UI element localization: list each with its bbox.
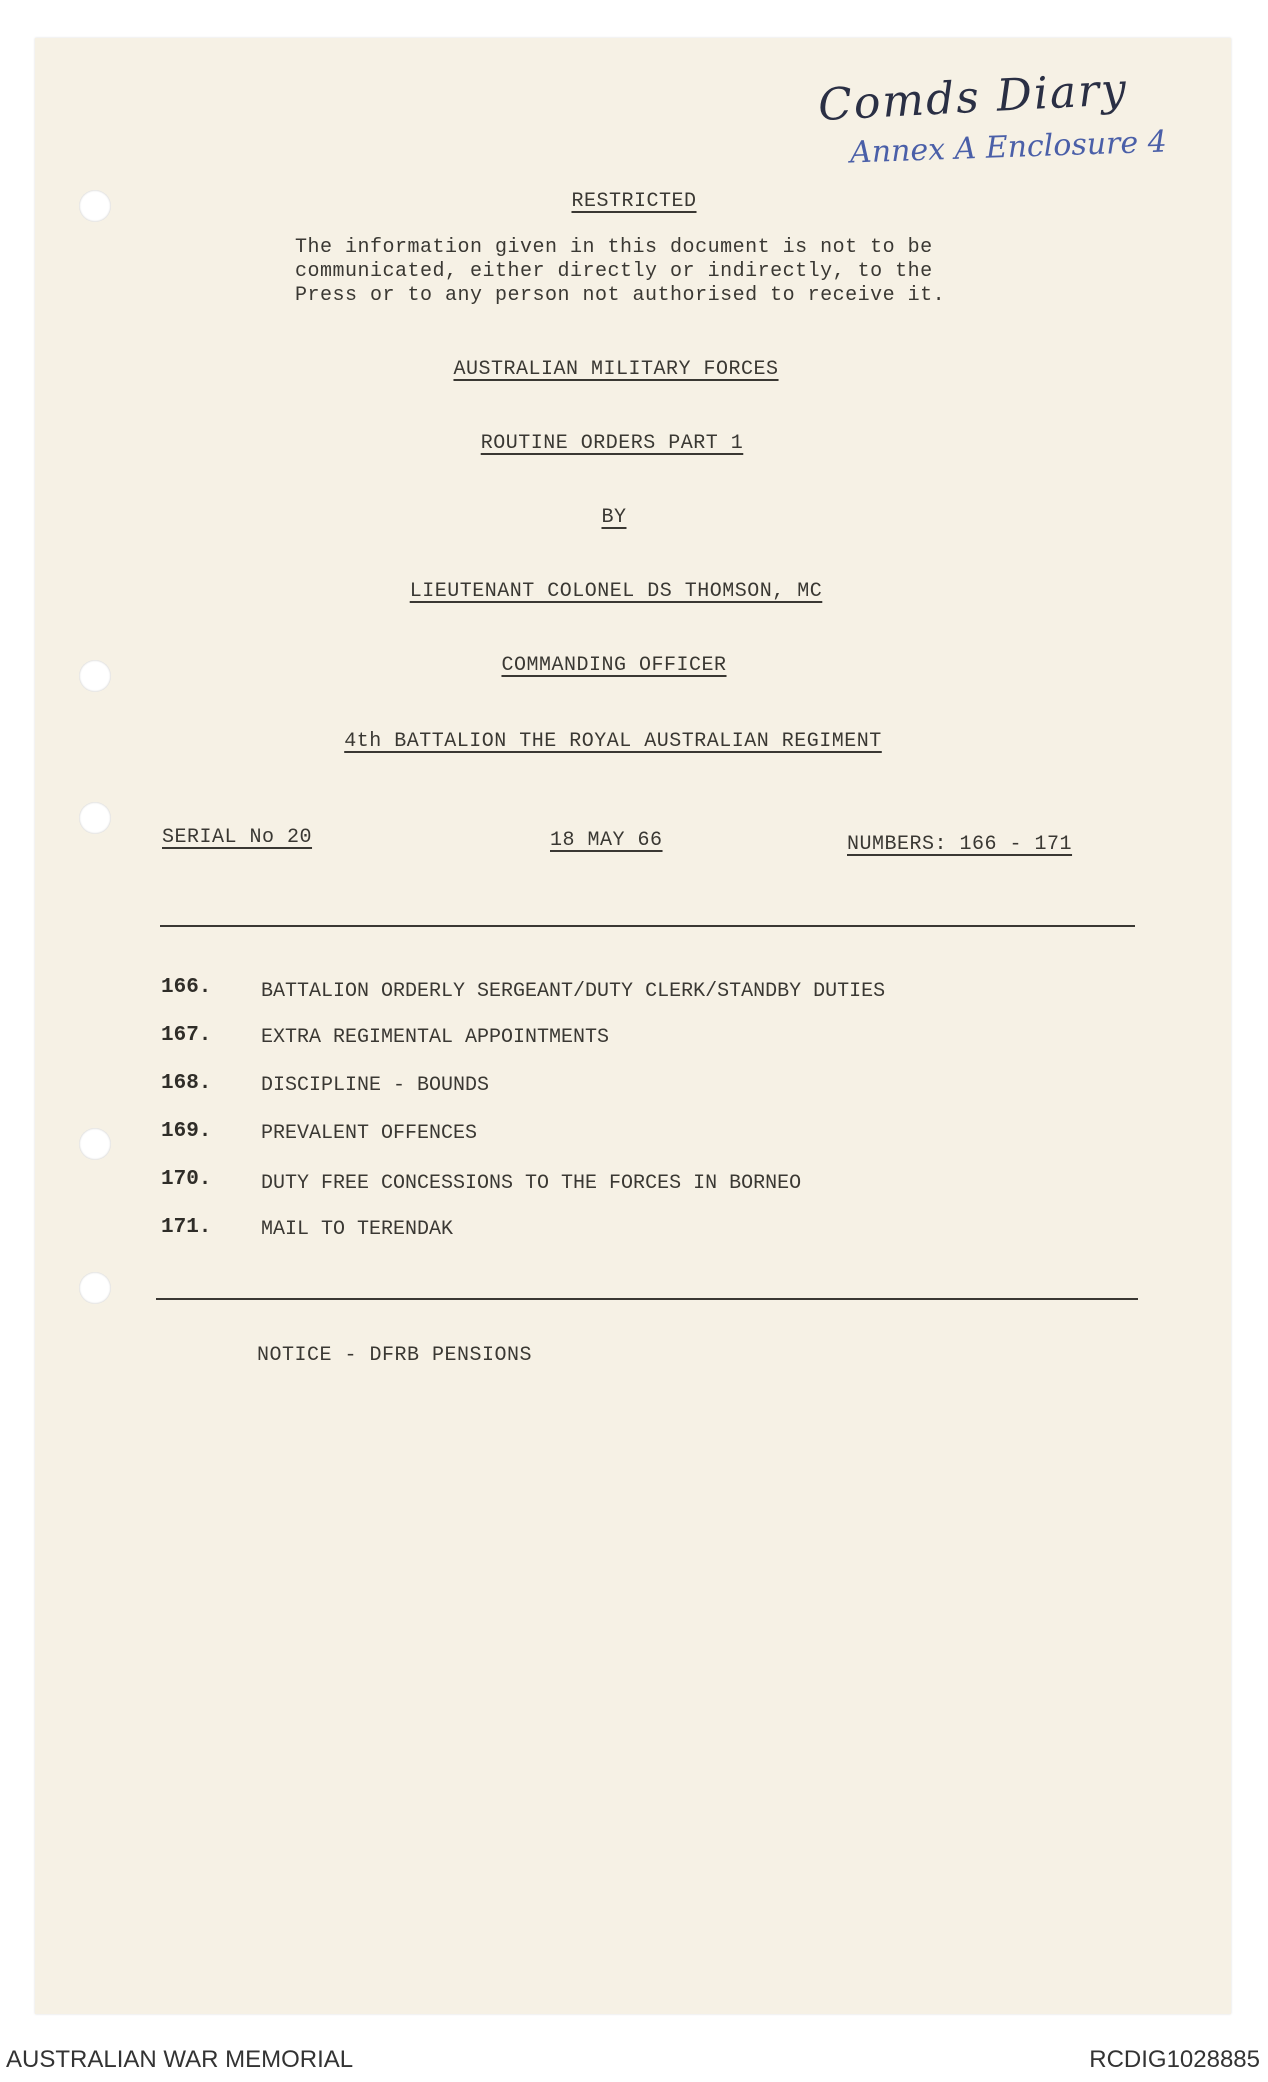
handwritten-note: Comds Diary: [816, 63, 1130, 132]
handwritten-annex-note: Annex A Enclosure 4: [849, 124, 1168, 171]
item-number: 169.: [161, 1120, 212, 1143]
item-title: EXTRA REGIMENTAL APPOINTMENTS: [261, 1026, 610, 1049]
caveat-line: communicated, either directly or indirectly, to the: [295, 260, 933, 283]
by-line: BY: [601, 506, 627, 529]
classification-heading: RESTRICTED: [571, 190, 697, 213]
force-heading: AUSTRALIAN MILITARY FORCES: [453, 358, 779, 381]
caveat-line: Press or to any person not authorised to receive it.: [295, 284, 946, 307]
punch-hole: [79, 1128, 111, 1160]
item-title: DUTY FREE CONCESSIONS TO THE FORCES IN BORNEO: [261, 1172, 802, 1195]
unit-name: 4th BATTALION THE ROYAL AUSTRALIAN REGIMENT: [344, 730, 882, 753]
caveat-line: The information given in this document is not to be: [295, 236, 933, 259]
item-number: 171.: [161, 1216, 212, 1239]
caveat-paragraph: [295, 236, 945, 308]
item-title: DISCIPLINE - BOUNDS: [261, 1074, 490, 1097]
serial-number: SERIAL No 20: [162, 826, 313, 849]
notice-line: NOTICE - DFRB PENSIONS: [257, 1344, 533, 1367]
order-numbers: NUMBERS: 166 - 171: [847, 833, 1073, 856]
order-date: 18 MAY 66: [550, 829, 663, 852]
divider-rule: [160, 925, 1135, 927]
item-number: 167.: [161, 1024, 212, 1047]
punch-hole: [79, 802, 111, 834]
item-title: PREVALENT OFFENCES: [261, 1122, 478, 1145]
archive-credit: AUSTRALIAN WAR MEMORIAL: [6, 2046, 354, 2073]
item-number: 168.: [161, 1072, 212, 1095]
document-page: [35, 38, 1231, 2014]
item-title: BATTALION ORDERLY SERGEANT/DUTY CLERK/STANDBY DUTIES: [261, 980, 886, 1003]
archive-reference: RCDIG1028885: [1089, 2046, 1260, 2073]
punch-hole: [79, 1272, 111, 1304]
item-title: MAIL TO TERENDAK: [261, 1218, 454, 1241]
divider-rule: [156, 1298, 1138, 1300]
item-number: 166.: [161, 976, 212, 999]
officer-role: COMMANDING OFFICER: [501, 654, 727, 677]
document-title: ROUTINE ORDERS PART 1: [480, 432, 744, 455]
officer-name: LIEUTENANT COLONEL DS THOMSON, MC: [409, 580, 823, 603]
item-number: 170.: [161, 1168, 212, 1191]
